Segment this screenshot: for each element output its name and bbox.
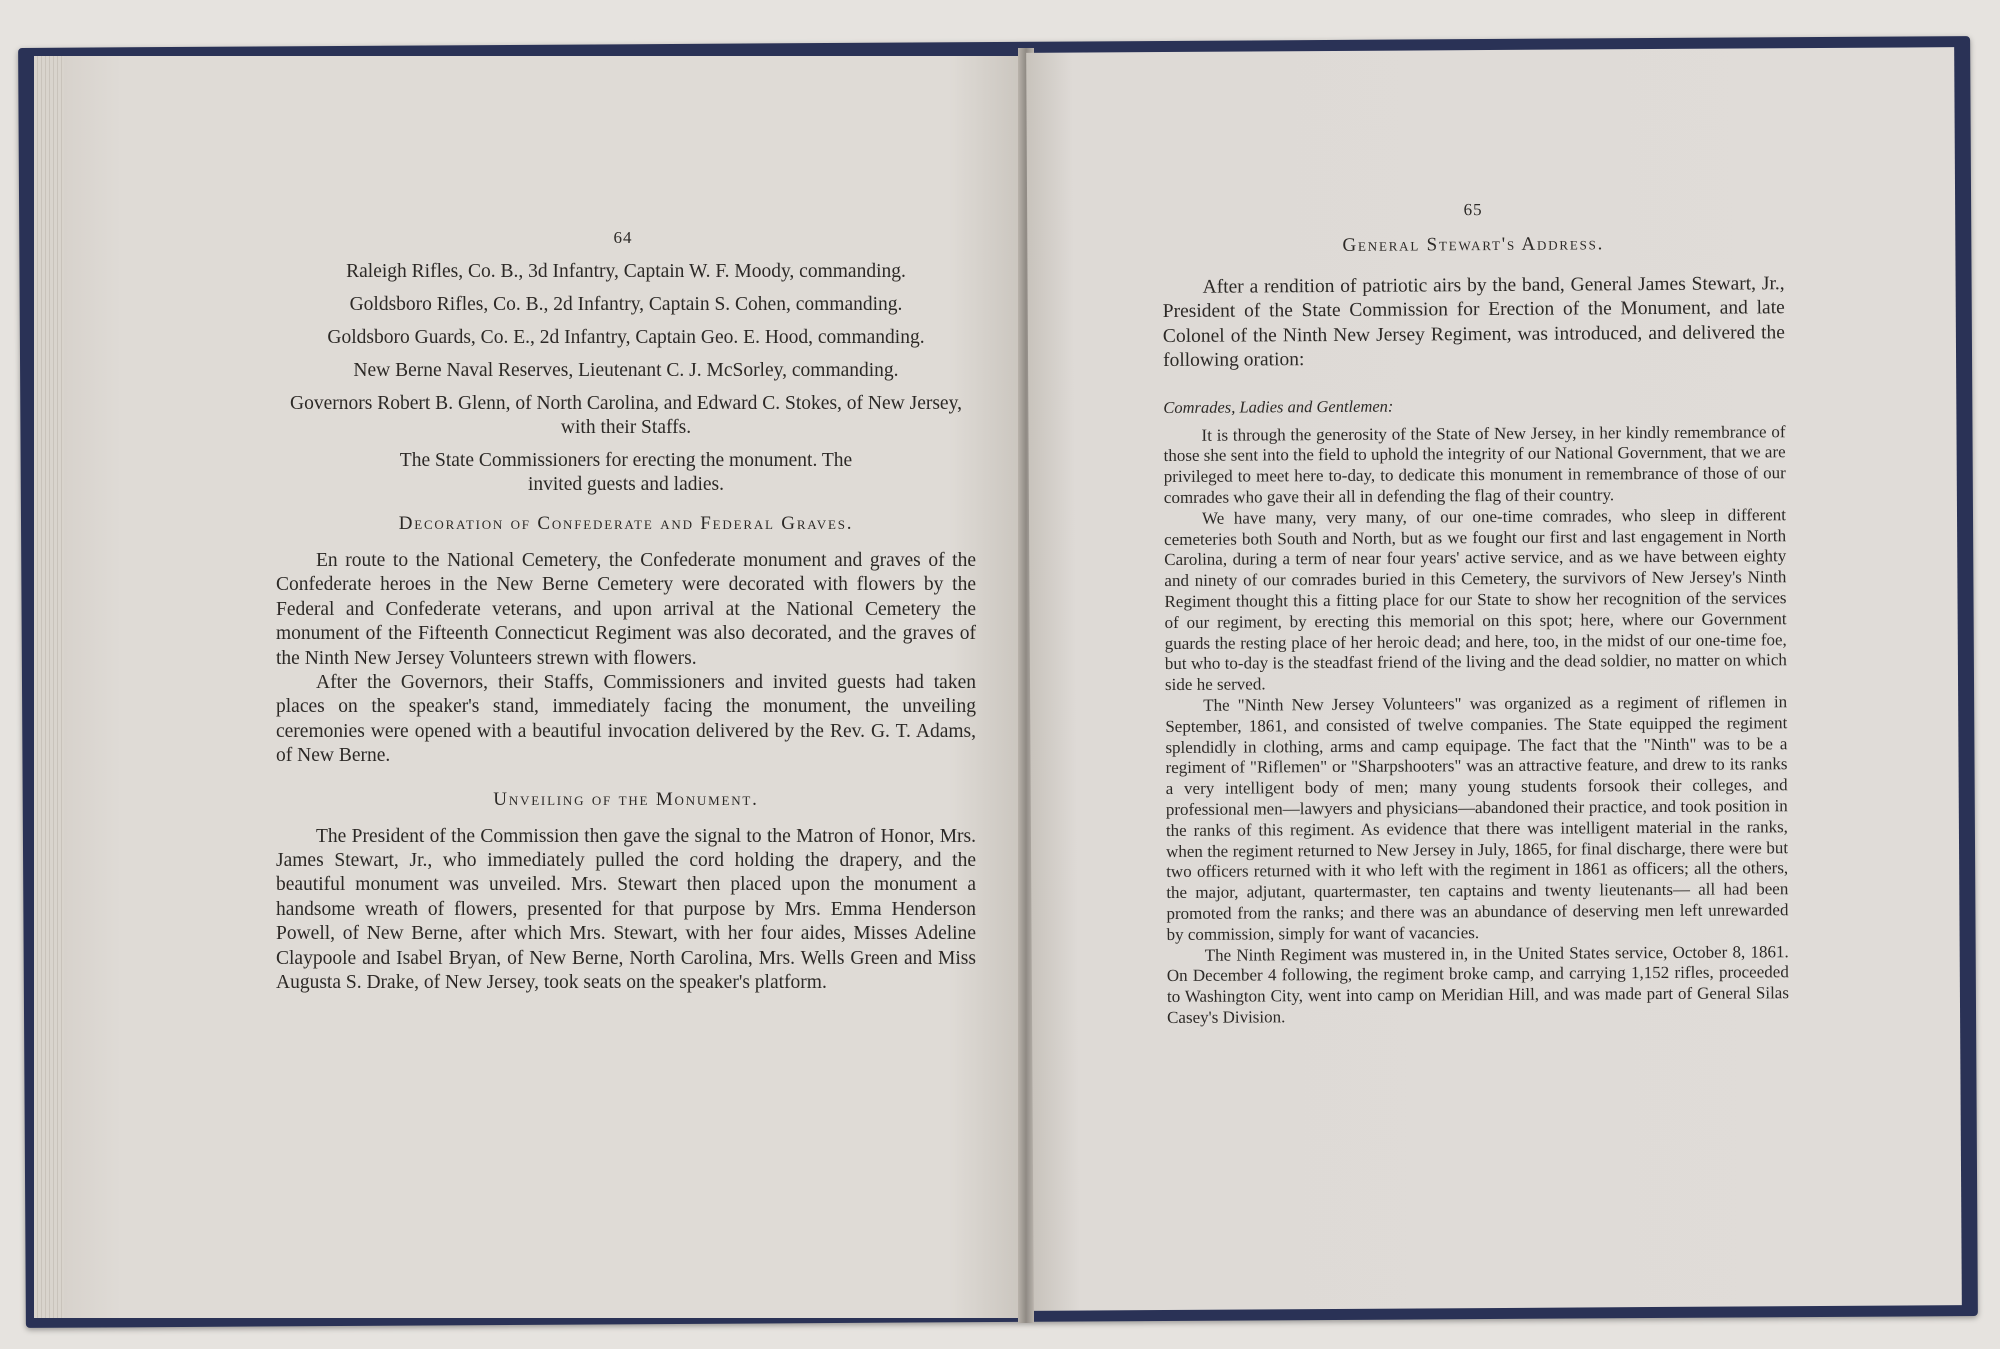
section-heading-unveiling: Unveiling of the Monument. <box>493 788 759 810</box>
list-entry: Governors Robert B. Glenn, of North Carolina, and Edward C. Stokes, of New Jersey, with their Staffs. <box>290 393 962 438</box>
list-entry: New Berne Naval Reserves, Lieutenant C. J. McSorley, commanding. <box>353 360 899 381</box>
salutation: Comrades, Ladies and Gentlemen: <box>1163 396 1394 417</box>
left-page-text <box>276 164 976 996</box>
list-entry: The State Commissioners for erecting the monument. The invited guests and ladies. <box>399 450 853 495</box>
list-entry: Raleigh Rifles, Co. B., 3d Infantry, Captain W. F. Moody, commanding. <box>346 261 906 282</box>
paragraph: The President of the Commission then gave the signal to the Matron of Honor, Mrs. James Stewart, Jr., who immediately pulled the cord holding the drapery, and the beautiful monument was unveiled. Mrs. Stewart then placed upon the monument a handsome wreath of flowers, presented for that purpose by Mrs. Emma Henderson Powell, of New Berne, after which Mrs. Stewart, with her four aides, Misses Adeline Claypoole and Isabel Bryan, of New Berne, North Carolina, Mrs. Wells Green and Miss Augusta S. Drake, of New Jersey, took seats on the speaker's platform. <box>276 825 976 994</box>
paragraph: The Ninth Regiment was mustered in, in the United States service, October 8, 1861. On December 4 following, the regiment broke camp, and carrying 1,152 rifles, proceeded to Washington City, went into camp on Meridian Hill, and was made part of General Silas Casey's Division. <box>1166 941 1789 1027</box>
paragraph: We have many, very many, of our one-time comrades, who sleep in different cemeteries both South and North, but as we fought our first and last engagement in North Carolina, during a term of near four years' active service, and as we have between eighty and ninety of our comrades buried in this Cemetery, the survivors of New Jersey's Ninth Regiment thought this a fitting place for our State to show her recognition of the services of our regiment, by erecting this memorial on this spot; here, where our Government guards the resting place of her heroic dead; and here, too, in the midst of our one-time foe, but who to-day is the steadfast friend of the living and the dead soldier, no matter on which side he served. <box>1164 505 1787 695</box>
page-number: 64 <box>613 228 633 247</box>
paragraph: After the Governors, their Staffs, Commissioners and invited guests had taken places on the speaker's stand, immediately facing the monument, the unveiling ceremonies were opened with a beautiful invocation delivered by the Rev. G. T. Adams, of New Berne. <box>276 672 976 767</box>
paragraph: The "Ninth New Jersey Volunteers" was organized as a regiment of riflemen in September, 1861, and consisted of twelve companies. The State equipped the regiment splendidly in clothing, arms and camp equipage. The fact that the "Ninth" was to be a regiment of "Riflemen" or "Sharpshooters" was an attractive feature, and drew to its ranks a very intelligent body of men; many young students forsook their colleges, and professional men—lawyers and physicians—abandoned their practice, and took position in the ranks of this regiment. As evidence that there was intelligent material in the ranks, when the regiment returned to New Jersey in July, 1865, for final discharge, there were but two officers returned with it who left with the regiment in 1861 as officers; all the others, the major, adjutant, quartermaster, ten captains and twenty lieutenants— all had been promoted from the ranks; and there was an abundance of deserving men left unrewarded by commission, simply for want of vacancies. <box>1165 692 1789 944</box>
left-page <box>64 56 1026 1318</box>
paragraph: It is through the generosity of the State of New Jersey, in her kindly remembrance of those she sent into the field to uphold the integrity of our National Government, that we are privileged to meet here to-day, to dedicate this monument in remembrance of those of our comrades who gave their all in defending the flag of their country. <box>1163 421 1786 508</box>
section-heading-address: General Stewart's Address. <box>1342 233 1605 256</box>
list-entry: Goldsboro Guards, Co. E., 2d Infantry, Captain Geo. E. Hood, commanding. <box>327 327 925 348</box>
right-page-text <box>1162 198 1789 1029</box>
intro-paragraph: After a rendition of patriotic airs by the band, General James Stewart, Jr., President of the State Commission for Erection of the Monument, and late Colonel of the Ninth New Jersey Regiment, was introduced, and delivered the following oration: <box>1162 273 1785 372</box>
paragraph: En route to the National Cemetery, the Confederate monument and graves of the Confederate heroes in the New Berne Cemetery were decorated with flowers by the Federal and Confederate veterans, and upon arrival at the National Cemetery the monument of the Fifteenth Connecticut Regiment was also decorated, and the graves of the Ninth New Jersey Volunteers strewn with flowers. <box>276 550 976 669</box>
list-entry: Goldsboro Rifles, Co. B., 2d Infantry, Captain S. Cohen, commanding. <box>349 294 903 315</box>
page-number: 65 <box>1463 200 1483 220</box>
right-page <box>1026 47 1962 1311</box>
section-heading-decoration: Decoration of Confederate and Federal Graves. <box>398 513 854 534</box>
